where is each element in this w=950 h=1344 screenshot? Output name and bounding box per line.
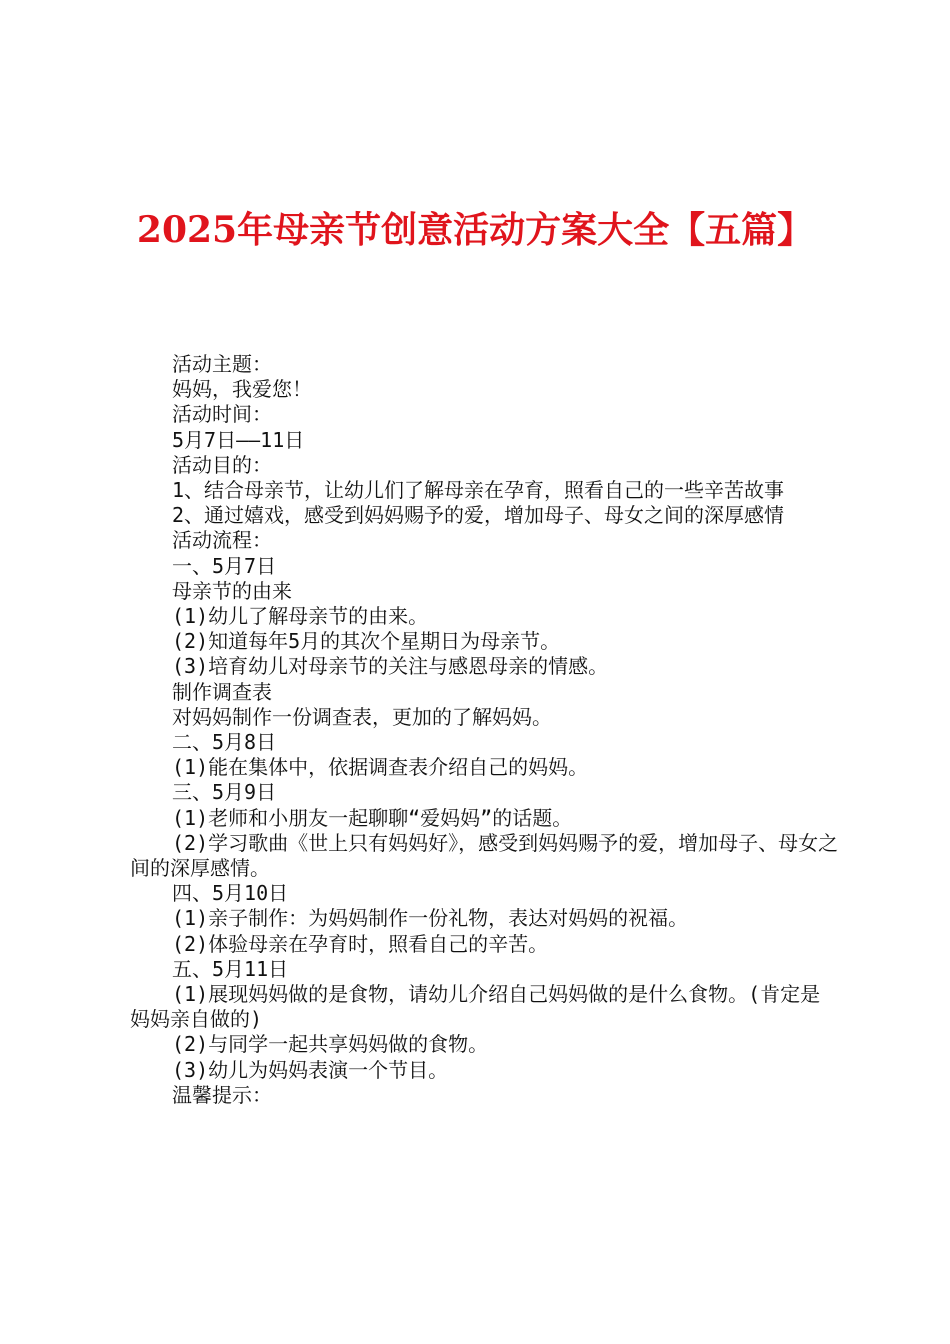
paragraph: 5月7日——11日 [172,427,305,452]
paragraph: 二、5月8日 [172,730,277,755]
paragraph: (2)与同学一起共享妈妈做的食物。 [172,1032,489,1057]
paragraph: 温馨提示： [172,1082,272,1107]
paragraph: 五、5月11日 [172,956,289,981]
paragraph: 三、5月9日 [172,780,277,805]
paragraph: 制作调查表 [172,679,272,704]
paragraph: 活动流程： [172,528,272,553]
paragraph: 四、5月10日 [172,881,289,906]
paragraph: 母亲节的由来 [172,578,292,603]
paragraph: (3)培育幼儿对母亲节的关注与感恩母亲的情感。 [172,654,609,679]
paragraph: (1)幼儿了解母亲节的由来。 [172,604,429,629]
paragraph: (2)学习歌曲《世上只有妈妈好》，感受到妈妈赐予的爱，增加母子、母女之间的深厚感情。 [130,830,839,881]
paragraph: (1)亲子制作：为妈妈制作一份礼物，表达对妈妈的祝福。 [172,906,689,931]
paragraph: (2)体验母亲在孕育时，照看自己的辛苦。 [172,931,549,956]
paragraph: (1)展现妈妈做的是食物，请幼儿介绍自己妈妈做的是什么食物。(肯定是妈妈亲自做的) [130,982,821,1032]
paragraph: 活动时间： [172,402,272,427]
paragraph: 活动目的： [172,452,272,477]
paragraph: 对妈妈制作一份调查表，更加的了解妈妈。 [172,704,552,729]
paragraph: (1)能在集体中，依据调查表介绍自己的妈妈。 [172,755,589,780]
paragraph: 一、5月7日 [172,553,277,578]
document-title: 2025年母亲节创意活动方案大全【五篇】 [136,209,814,251]
paragraph: (2)知道每年5月的其次个星期日为母亲节。 [172,629,561,654]
paragraph: 1、结合母亲节，让幼儿们了解母亲在孕育，照看自己的一些辛苦故事 [172,478,785,503]
paragraph: (3)幼儿为妈妈表演一个节目。 [172,1057,449,1082]
paragraph: 妈妈，我爱您！ [172,377,312,402]
paragraph: 2、通过嬉戏，感受到妈妈赐予的爱，增加母子、母女之间的深厚感情 [172,503,785,528]
document-body [130,352,840,1108]
paragraph: (1)老师和小朋友一起聊聊“爱妈妈”的话题。 [172,805,573,830]
paragraph: 活动主题： [172,352,272,376]
